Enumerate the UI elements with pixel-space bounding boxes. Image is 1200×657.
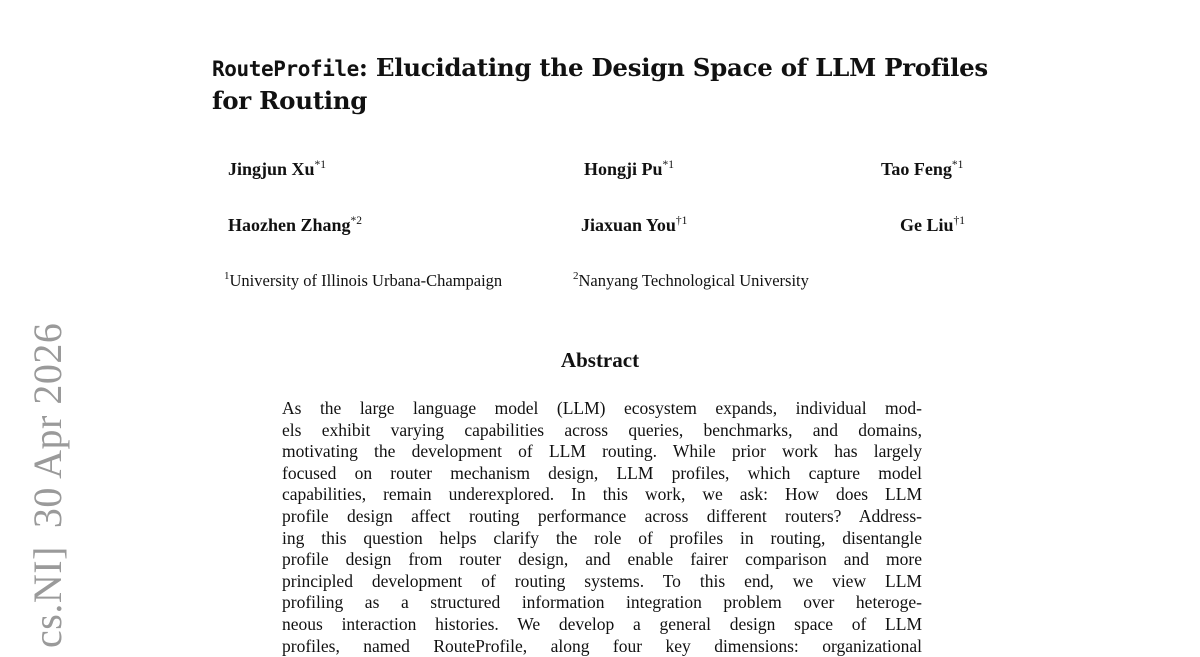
abstract-line: motivating the development of LLM routing. While prior work has largely [282, 441, 922, 462]
author-marks: †1 [953, 215, 966, 227]
abstract-line: As the large language model (LLM) ecosystem expands, individual mod- [282, 398, 922, 418]
author-marks: *1 [662, 159, 675, 171]
title-system-name: RouteProfile [212, 57, 359, 81]
abstract-heading: Abstract [560, 348, 640, 372]
affiliation-1 [224, 271, 502, 291]
paper-title [212, 52, 1012, 116]
author-name: Ge Liu [900, 215, 954, 235]
affiliation-2 [573, 271, 809, 291]
author-3 [881, 158, 963, 180]
arxiv-date: 30 Apr 2026 [25, 322, 70, 529]
affiliation-name: University of Illinois Urbana-Champaign [229, 271, 503, 290]
author-4 [228, 214, 362, 236]
author-1 [228, 158, 326, 180]
author-6 [900, 214, 965, 236]
author-name: Hongji Pu [584, 159, 663, 179]
abstract-line: profiling as a structured information integration problem over heteroge- [282, 592, 922, 613]
abstract-line: profile design from router design, and enable fairer comparison and more [282, 549, 922, 570]
abstract-line: principled development of routing systems. To this end, we view LLM [282, 570, 922, 591]
abstract-line: focused on router mechanism design, LLM profiles, which capture model [282, 462, 922, 483]
author-marks: *2 [350, 215, 363, 227]
abstract-line: ing this question helps clarify the role of profiles in routing, disentangle [282, 527, 922, 548]
affiliation-mark: 2 [573, 270, 579, 282]
author-marks: *1 [314, 159, 327, 171]
author-marks: †1 [675, 215, 688, 227]
affiliation-mark: 1 [224, 270, 230, 282]
author-5 [581, 214, 687, 236]
abstract-body [282, 398, 922, 657]
affiliation-name: Nanyang Technological University [578, 271, 809, 290]
author-name: Jingjun Xu [228, 159, 315, 179]
abstract-line: capabilities, remain underexplored. In this work, we ask: How does LLM [282, 484, 922, 505]
author-name: Tao Feng [881, 159, 952, 179]
arxiv-category: cs.NI] [25, 546, 70, 648]
abstract-line: profile design affect routing performance across different routers? Address- [282, 505, 922, 526]
author-marks: *1 [951, 159, 964, 171]
title-line-2: for Routing [212, 86, 368, 115]
abstract-line: neous interaction histories. We develop a general design space of LLM [282, 613, 922, 634]
title-line-1: : Elucidating the Design Space of LLM Profiles [358, 53, 988, 82]
abstract-line: profiles, named RouteProfile, along four key dimensions: organizational [282, 635, 922, 656]
abstract-line: els exhibit varying capabilities across queries, benchmarks, and domains, [282, 419, 922, 440]
author-name: Jiaxuan You [581, 215, 676, 235]
author-2 [584, 158, 674, 180]
author-name: Haozhen Zhang [228, 215, 351, 235]
